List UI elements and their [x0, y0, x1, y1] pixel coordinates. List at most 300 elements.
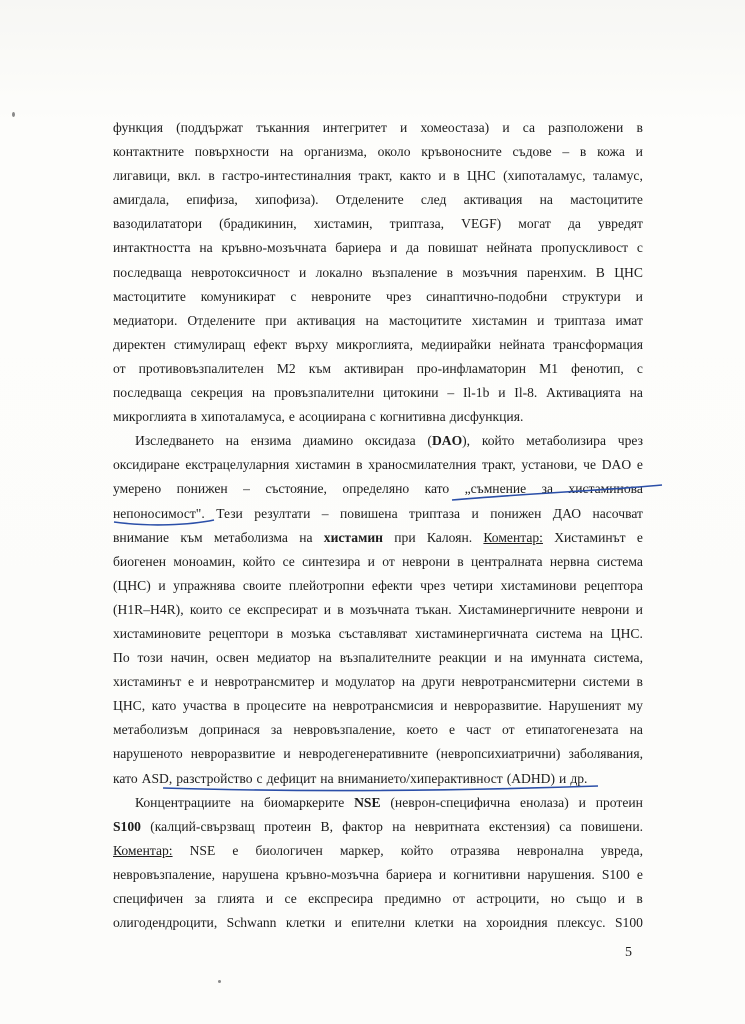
word: синаптично-подобни: [426, 288, 548, 304]
word: на: [225, 433, 239, 449]
word: ензима: [250, 433, 292, 449]
word: е: [188, 674, 195, 690]
word: в: [337, 601, 344, 617]
word: триптаза: [409, 505, 461, 521]
word: мастоцитите: [570, 192, 643, 208]
word: увредят: [597, 216, 643, 232]
word: комуникират: [200, 288, 276, 304]
word: на: [240, 794, 254, 810]
word: функция: [113, 120, 163, 135]
word: интегритет: [322, 120, 387, 135]
text-line: [113, 140, 643, 164]
word: вкл.: [177, 168, 201, 184]
word: този: [137, 650, 163, 666]
word: и: [334, 915, 342, 931]
word: се: [228, 601, 241, 617]
word: хороидния: [486, 915, 548, 931]
word: експресират: [247, 601, 318, 617]
word: др.: [570, 770, 588, 786]
word: на: [365, 312, 379, 328]
text-line: [113, 646, 643, 670]
word: трансформация: [553, 336, 643, 352]
word: в: [276, 625, 284, 641]
word: в: [356, 457, 363, 473]
text-line: [113, 429, 643, 453]
word: астроцити,: [476, 891, 540, 906]
word: (DAO),: [427, 433, 471, 449]
word: кръвно-мозъчната: [221, 240, 327, 256]
word: резултати: [254, 505, 311, 521]
word: се: [282, 553, 295, 569]
word: невроните: [311, 288, 372, 304]
word: на: [279, 144, 294, 160]
word: с: [636, 240, 643, 256]
word: хистаминова: [568, 481, 643, 497]
word: организма,: [303, 144, 367, 160]
word: заболявания,: [568, 746, 643, 762]
word: част: [466, 722, 491, 738]
word: паренхим.: [526, 264, 587, 280]
word: директен: [113, 336, 166, 352]
word: имунната: [530, 650, 586, 666]
text-line: [113, 333, 643, 357]
word: и: [635, 288, 643, 304]
word: чрез: [617, 433, 643, 449]
word: Нарушеният: [548, 698, 621, 714]
word: на: [199, 240, 213, 256]
word: както: [399, 168, 432, 184]
word: и: [158, 577, 166, 593]
word: на: [251, 385, 266, 401]
word: повишат: [427, 240, 478, 256]
word: B,: [320, 818, 333, 834]
word: Отделените: [187, 312, 256, 328]
word: (хипоталамус,: [503, 168, 586, 184]
word: е: [636, 457, 643, 473]
word: на: [320, 770, 334, 786]
word: за: [194, 891, 206, 906]
word: на: [629, 385, 643, 401]
word: активиран: [344, 360, 404, 376]
word: имат: [615, 312, 643, 328]
word: в: [636, 891, 643, 906]
word: S100: [113, 818, 141, 834]
word: и: [283, 746, 291, 762]
word: в: [636, 120, 643, 135]
word: олигодендроцити,: [113, 915, 218, 931]
word: ЦНС: [467, 168, 496, 184]
word: други: [421, 674, 455, 690]
word: и: [559, 770, 567, 786]
word: (поддържат: [176, 120, 243, 135]
word: е: [288, 409, 295, 425]
word: (невропсихиатрични): [436, 746, 561, 762]
word: от: [382, 553, 395, 569]
word: невродегенеративните: [298, 746, 429, 762]
word: нейната: [499, 336, 545, 352]
word: етипатогенезата: [525, 722, 619, 738]
word: невроразвитие: [190, 746, 276, 762]
word: система: [597, 553, 643, 569]
word: хипофиза).: [254, 192, 319, 208]
word: разстройство: [176, 770, 253, 786]
word: медиатори.: [113, 312, 178, 328]
word: храносмилателния: [368, 457, 477, 473]
word: метаболизъм: [113, 722, 189, 738]
word: повърхности: [194, 144, 270, 160]
text-line: [113, 887, 643, 911]
word: невровъзпаление,: [113, 866, 216, 882]
text-line: [113, 694, 643, 718]
text-line: [113, 598, 643, 622]
word: оксидиране: [113, 457, 180, 473]
text-line: [113, 839, 643, 863]
word: когнитивни: [453, 866, 521, 882]
word: S100: [614, 915, 643, 931]
word: системи: [582, 674, 630, 690]
word: който: [242, 553, 276, 569]
word: и: [323, 601, 332, 617]
word: внимание: [113, 529, 170, 545]
word: и: [494, 650, 502, 666]
word: невротрансмитерни: [461, 674, 577, 690]
word: на: [589, 625, 603, 641]
word: (ЦНС): [113, 577, 151, 593]
word: на: [539, 192, 553, 208]
word: оксидаза: [364, 433, 416, 449]
word: моноамин,: [173, 553, 236, 569]
word: кръвно-мозъчна: [285, 866, 379, 882]
word: към: [308, 360, 332, 376]
word: последваща: [113, 264, 182, 280]
word: протеин: [595, 794, 643, 810]
word: след: [420, 192, 447, 208]
word: в: [636, 674, 643, 690]
word: и: [502, 120, 510, 135]
word: е: [636, 866, 643, 882]
word: дефицит: [266, 770, 317, 786]
word: рецептори: [208, 625, 269, 641]
word: хистаминовите: [113, 625, 201, 641]
word: активация: [296, 312, 356, 328]
word: –: [321, 505, 329, 521]
word: DAO: [601, 457, 632, 473]
word: като: [151, 698, 177, 714]
word: вниманието/хиперактивност: [337, 770, 503, 786]
word: своите: [242, 577, 282, 593]
word: за: [541, 481, 554, 497]
word: допринася: [199, 722, 260, 738]
word: и: [390, 240, 398, 256]
page-number: 5: [625, 945, 632, 960]
word: невротоксичност: [191, 264, 290, 280]
word: NSE: [189, 842, 216, 858]
text-line: [113, 742, 643, 766]
text-line: [113, 791, 643, 815]
word: в: [457, 553, 464, 569]
word: е: [636, 529, 643, 545]
word: цитокини: [382, 385, 439, 401]
word: когнитивна: [379, 409, 446, 425]
word: четири: [452, 577, 494, 593]
word: Концентрациите: [135, 794, 231, 810]
word: фенотип,: [571, 360, 624, 376]
word: ASD,: [141, 770, 173, 786]
word: съставляват: [338, 625, 408, 641]
text-line: [113, 381, 643, 405]
word: М2: [276, 360, 296, 376]
text-line: [113, 236, 643, 260]
word: около: [377, 144, 411, 160]
word: неврони: [581, 601, 630, 617]
word: кожа: [597, 144, 625, 160]
text-line: [113, 188, 643, 212]
word: ЦНС: [614, 264, 643, 280]
word: в: [233, 698, 240, 714]
text-line: [113, 574, 643, 598]
word: метаболизира: [526, 433, 606, 449]
text-line: [113, 502, 643, 526]
word: нервна: [549, 553, 590, 569]
text-line: [113, 911, 643, 935]
text-line: [113, 863, 643, 887]
word: микроглията,: [336, 336, 413, 352]
word: Активацията: [546, 385, 621, 401]
word: предимно: [384, 891, 442, 906]
word: бариера: [385, 866, 432, 882]
word: и: [367, 553, 375, 569]
word: към: [180, 529, 203, 545]
word: синтезира: [302, 553, 361, 569]
word: тракт,: [358, 168, 393, 184]
word: Il-8.: [514, 385, 538, 401]
word: и: [578, 794, 586, 810]
word: плейотропни: [288, 577, 365, 593]
word: По: [113, 650, 130, 666]
word: в: [453, 168, 460, 184]
word: глията: [217, 891, 255, 906]
word: VEGF): [461, 216, 502, 232]
word: с: [636, 360, 643, 376]
word: Калоян.: [426, 529, 473, 545]
text-line: [113, 164, 643, 188]
word: мастоцитите: [388, 312, 462, 328]
text-line: [113, 477, 643, 501]
word: Коментар:: [113, 842, 173, 858]
word: на: [509, 650, 523, 666]
word: диамино: [302, 433, 354, 449]
word: невритната: [414, 818, 480, 834]
word: хистаминергичната: [415, 625, 529, 641]
word: Schwann: [226, 915, 277, 931]
word: тъкан.: [415, 601, 452, 617]
word: хистамин: [295, 457, 351, 473]
word: рецептора: [584, 577, 643, 593]
word: понижен: [490, 505, 542, 521]
word: Отделените: [335, 192, 404, 208]
word: провъзпалителни: [274, 385, 375, 401]
word: на: [463, 915, 477, 931]
word: биомаркерите: [263, 794, 345, 810]
word: от: [502, 722, 515, 738]
word: участва: [182, 698, 227, 714]
word: асоциирана: [298, 409, 366, 425]
scan-speck: [12, 112, 15, 117]
word: протеин: [263, 818, 312, 834]
word: маркер,: [339, 842, 384, 858]
word: система: [535, 625, 582, 641]
word: но: [550, 891, 565, 906]
word: ЦНС,: [113, 698, 146, 714]
word: освен: [216, 650, 249, 666]
word: като: [113, 770, 138, 786]
word: чрез: [420, 577, 446, 593]
word: му: [627, 698, 643, 714]
word: микроглията: [113, 409, 187, 425]
word: който: [400, 842, 434, 858]
text-line: [113, 550, 643, 574]
word: бариера: [335, 240, 382, 256]
word: М1: [539, 360, 559, 376]
word: Хистаминергичните: [457, 601, 576, 617]
word: са: [522, 120, 536, 135]
word: хистамин: [471, 312, 528, 328]
word: невровъзпаление,: [293, 722, 396, 738]
word: повишени.: [580, 818, 643, 834]
word: хипоталамуса,: [200, 409, 285, 425]
word: че: [583, 457, 597, 473]
word: при: [265, 312, 287, 328]
word: (ADHD): [506, 770, 556, 786]
word: за: [270, 722, 283, 738]
word: в: [208, 168, 215, 184]
word: медиатор: [256, 650, 311, 666]
word: Хистаминът: [554, 529, 626, 545]
word: което: [406, 722, 438, 738]
word: на: [629, 722, 643, 738]
word: мозъка: [290, 625, 331, 641]
word: енолаза): [520, 794, 569, 810]
word: процесите: [246, 698, 307, 714]
word: умерено: [113, 481, 162, 497]
word: активация: [463, 192, 523, 208]
word: и: [265, 891, 274, 906]
word: който: [481, 433, 515, 449]
word: и: [635, 601, 643, 617]
word: ЦНС.: [610, 625, 643, 641]
word: насочват: [592, 505, 643, 521]
word: на: [318, 650, 332, 666]
word: епифиза,: [186, 192, 238, 208]
word: да: [406, 240, 420, 256]
word: нейната: [486, 240, 533, 256]
word: контактните: [113, 144, 185, 160]
word: възпалителните: [339, 650, 431, 666]
word: на: [299, 529, 313, 545]
word: екстрацелуларния: [185, 457, 290, 473]
word: в: [190, 409, 197, 425]
word: специфичен: [113, 891, 184, 906]
word: Изследването: [135, 433, 214, 449]
word: екстензия): [488, 818, 550, 834]
word: –: [562, 144, 570, 160]
word: хомеостаза): [420, 120, 490, 135]
word: амигдала,: [113, 192, 170, 208]
word: увреда,: [600, 842, 643, 858]
word: също: [576, 891, 607, 906]
word: от: [452, 891, 466, 906]
word: повишена: [340, 505, 398, 521]
word: невроразвитие.: [453, 698, 542, 714]
word: медиирайки: [421, 336, 492, 352]
word: определяно: [342, 481, 410, 497]
text-line: [113, 526, 643, 550]
word: и: [440, 698, 448, 714]
text-line: [113, 670, 643, 694]
word: Коментар:: [483, 529, 543, 545]
text-line: [113, 767, 643, 791]
word: ДАО: [552, 505, 582, 521]
word: хистаминът: [113, 674, 182, 690]
word: невротрансмисия: [332, 698, 434, 714]
word: В: [595, 264, 605, 280]
word: вазодилататори: [113, 216, 203, 232]
word: (неврон-специфична: [390, 794, 511, 810]
word: фактор: [342, 818, 383, 834]
word: Il-1b: [462, 385, 490, 401]
text-line: [113, 405, 643, 429]
word: про-инфламаторин: [416, 360, 527, 376]
word: разположени: [548, 120, 624, 135]
word: съдове: [512, 144, 552, 160]
word: упражнява: [173, 577, 236, 593]
word: са: [559, 818, 572, 834]
word: и: [498, 385, 506, 401]
word: е: [232, 842, 239, 858]
word: мозъчната: [349, 601, 410, 617]
word: е: [449, 722, 456, 738]
text-line: [113, 357, 643, 381]
word: мастоцитите: [113, 288, 186, 304]
word: и: [617, 891, 626, 906]
word: (брадикинин,: [219, 216, 297, 232]
word: лигавици,: [113, 168, 171, 184]
word: структури: [562, 288, 621, 304]
text-line: [113, 212, 643, 236]
word: (H1R–H4R),: [113, 601, 184, 617]
word: и: [471, 505, 479, 521]
word: Тези: [216, 505, 243, 521]
word: противовъзпалителен: [138, 360, 264, 376]
word: чрез: [385, 288, 412, 304]
text-line: [113, 116, 643, 140]
word: нарушена: [222, 866, 279, 882]
word: биогенен: [113, 553, 167, 569]
word: непоносимост".: [113, 505, 205, 521]
word: и: [200, 674, 208, 690]
word: –: [447, 385, 455, 401]
word: гастро-интестиналния: [222, 168, 352, 184]
word: пропускливост: [541, 240, 629, 256]
word: централната: [471, 553, 543, 569]
word: метаболизма: [213, 529, 288, 545]
word: отразява: [450, 842, 500, 858]
word: тракт,: [481, 457, 516, 473]
word: начин,: [170, 650, 209, 666]
word: триптаза: [554, 312, 606, 328]
word: модулатор: [335, 674, 396, 690]
text-line: [113, 718, 643, 742]
